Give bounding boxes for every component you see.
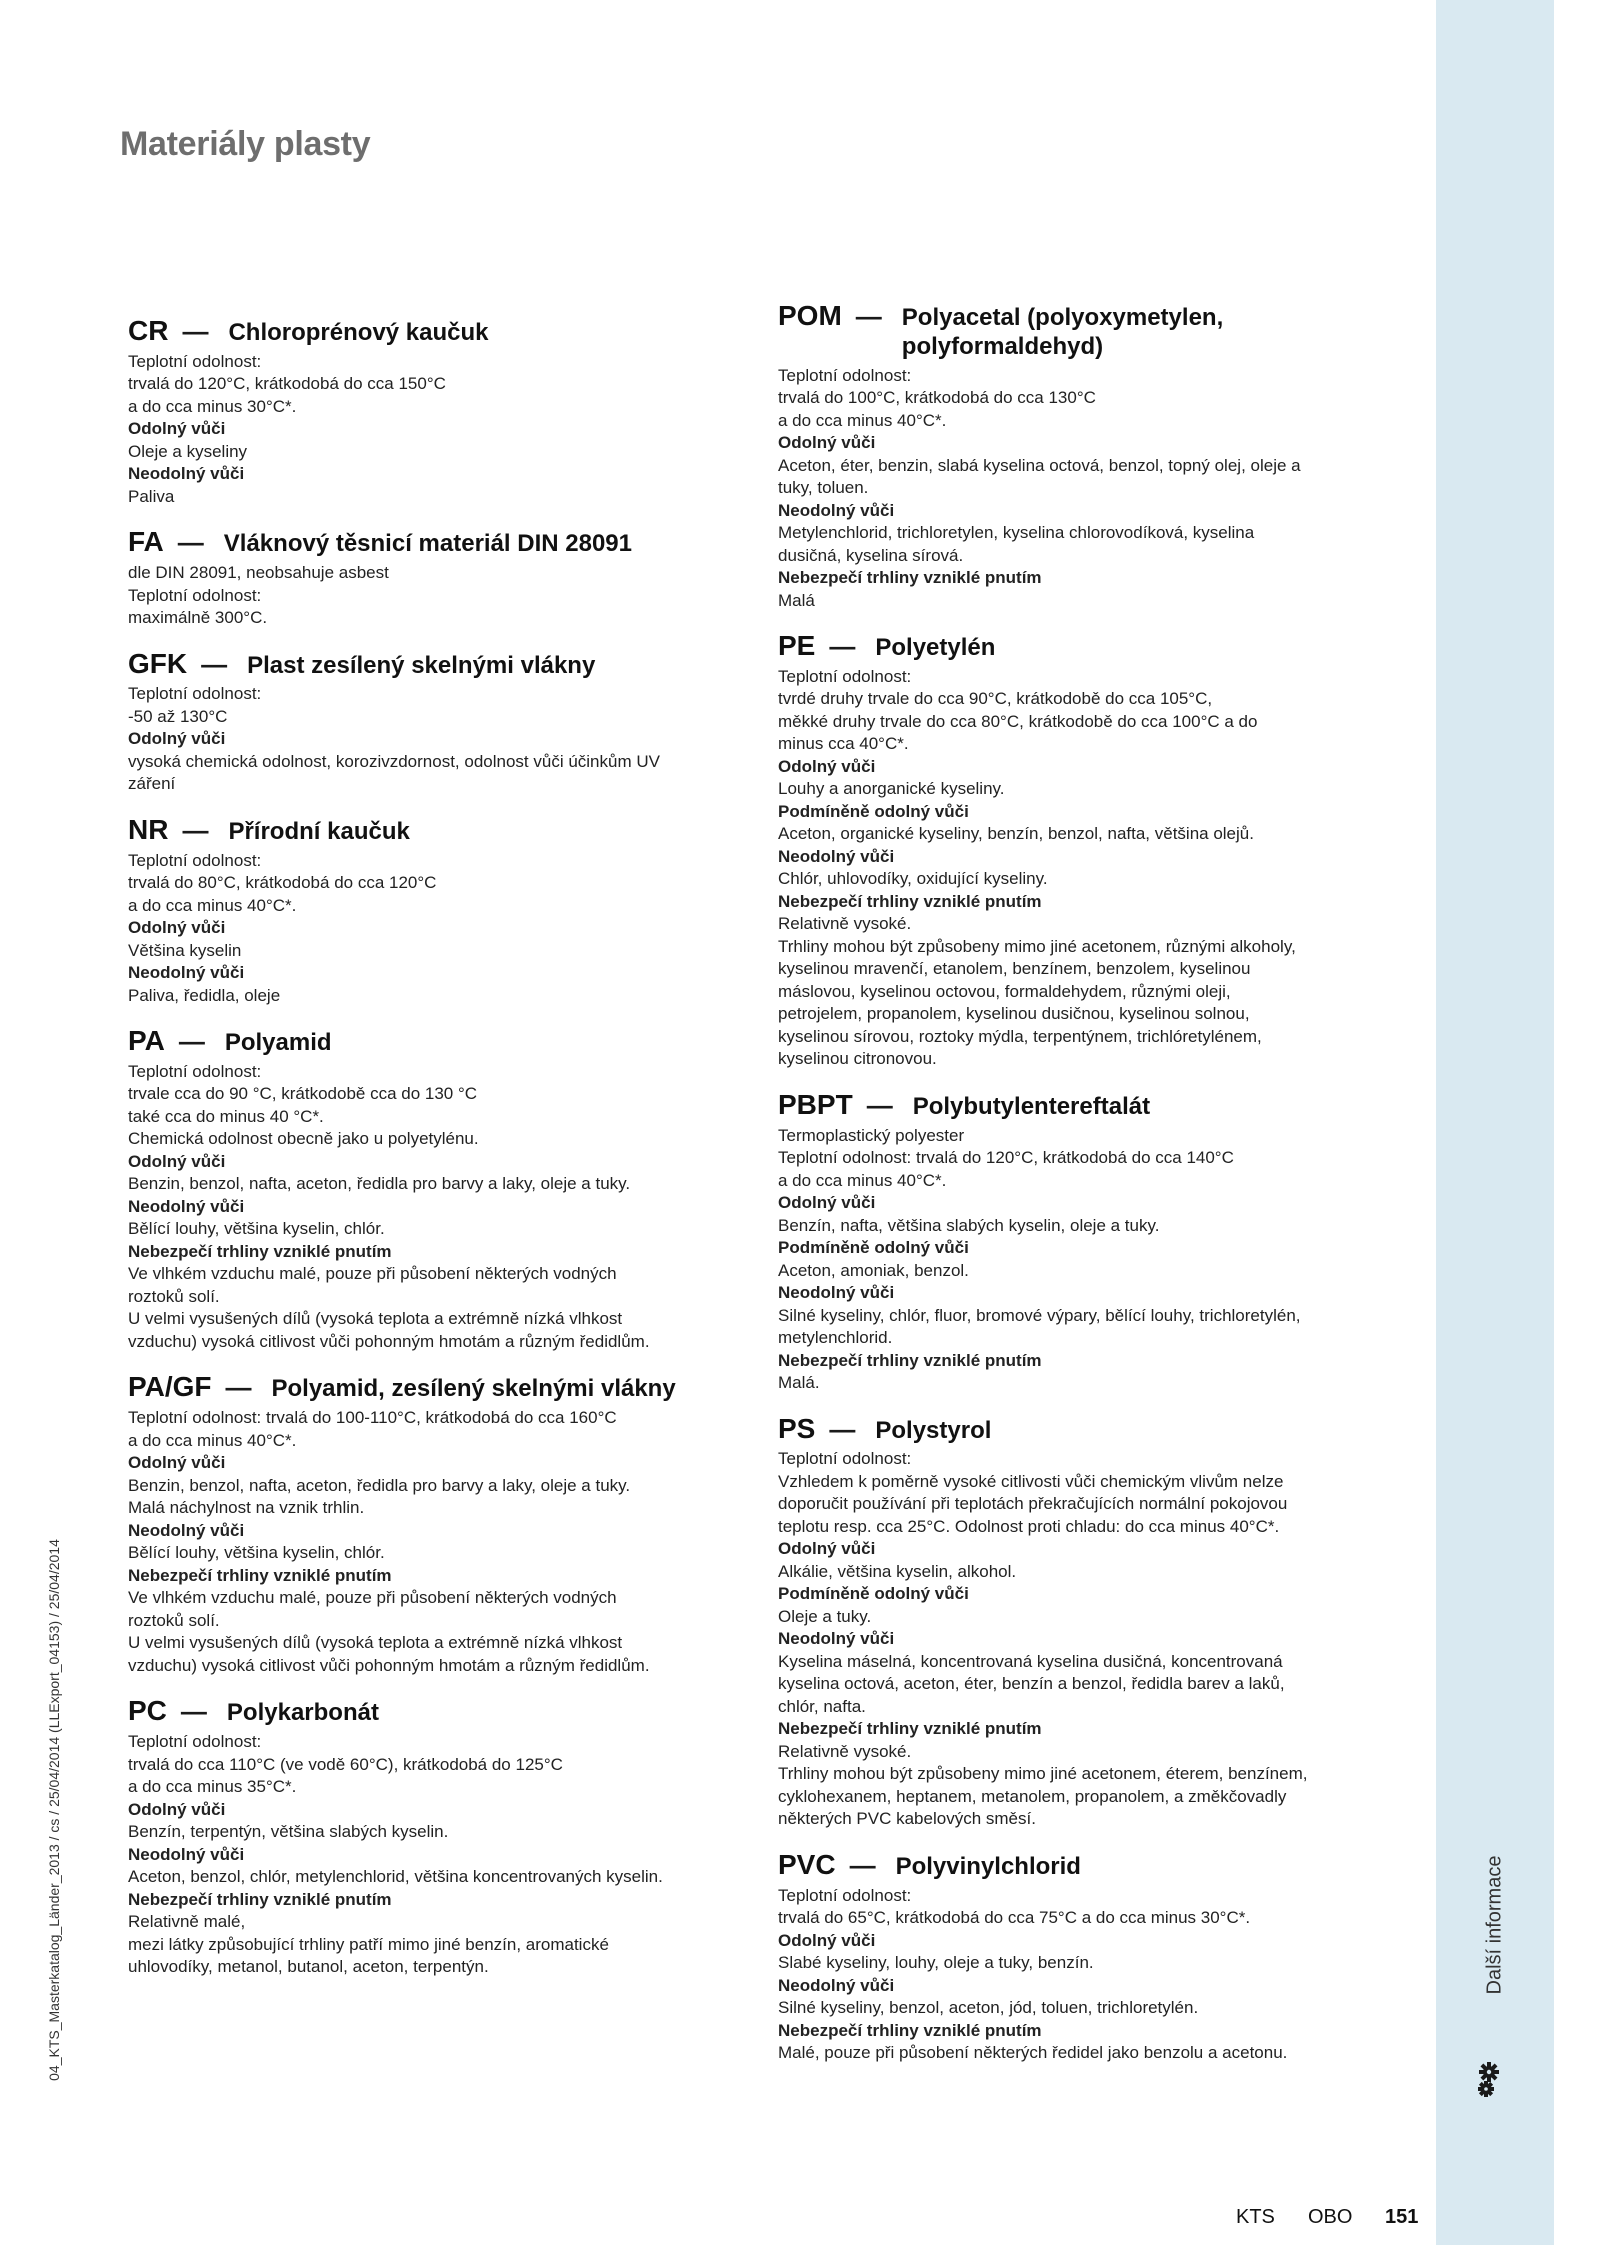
material-name: Plast zesílený skelnými vlákny	[247, 651, 596, 679]
property-text: petrojelem, propanolem, kyselinou dusičnou, kyselinou solnou,	[778, 1004, 1250, 1024]
property-label: Neodolný vůči	[778, 846, 895, 866]
property-label: Odolný vůči	[128, 918, 226, 938]
property-text: dusičná, kyselina sírová.	[778, 545, 964, 565]
material-abbreviation: POM	[778, 300, 842, 331]
property-label: Neodolný vůči	[128, 1844, 245, 1864]
material-name: Polykarbonát	[226, 1699, 379, 1727]
property-text: Slabé kyseliny, louhy, oleje a tuky, benzín.	[778, 1953, 1094, 1973]
material-name: Polyamid, zesílený skelnými vlákny	[271, 1375, 676, 1403]
property-text: Teplotní odolnost:	[128, 684, 262, 704]
property-text: a do cca minus 40°C*.	[778, 410, 947, 430]
material-entry	[128, 814, 768, 1007]
property-text: Louhy a anorganické kyseliny.	[778, 779, 1005, 799]
property-text: Oleje a tuky.	[778, 1606, 872, 1626]
property-text: Většina kyselin	[128, 940, 242, 960]
material-heading	[128, 814, 768, 847]
property-text: Relativně malé,	[128, 1912, 246, 1932]
material-heading	[778, 630, 1378, 663]
property-label: Podmíněně odolný vůči	[778, 801, 969, 821]
material-abbreviation: PVC	[778, 1848, 836, 1880]
property-text: Paliva	[128, 486, 175, 506]
property-text: Aceton, éter, benzin, slabá kyselina octová, benzol, topný olej, oleje a	[778, 455, 1301, 475]
property-text: minus cca 40°C*.	[778, 734, 909, 754]
property-text: trvale cca do 90 °C, krátkodobě cca do 130 °C	[128, 1084, 478, 1104]
material-name: Polyamid	[224, 1029, 332, 1057]
property-label: Odolný vůči	[128, 1453, 226, 1473]
property-text: U velmi vysušených dílů (vysoká teplota a extrémně nízká vlhkost	[128, 1633, 623, 1653]
property-text: Chlór, uhlovodíky, oxidující kyseliny.	[778, 869, 1048, 889]
material-name: Polyetylén	[875, 634, 996, 662]
page-title: Materiály plasty	[120, 125, 371, 163]
property-text: a do cca minus 30°C*.	[128, 396, 297, 416]
property-text: Vzhledem k poměrně vysoké citlivosti vůči chemickým vlivům nelze	[778, 1471, 1284, 1491]
property-label: Neodolný vůči	[778, 1975, 895, 1995]
material-heading	[128, 1025, 768, 1058]
material-name: Přírodní kaučuk	[228, 817, 410, 845]
property-text: kyselinou citronovou.	[778, 1049, 937, 1069]
property-text: Benzin, benzol, nafta, aceton, ředidla pro barvy a laky, oleje a tuky.	[128, 1475, 631, 1495]
material-heading	[778, 1413, 1378, 1446]
property-label: Neodolný vůči	[778, 1629, 895, 1649]
property-text: Malá.	[778, 1373, 820, 1393]
property-text: tuky, toluen.	[778, 478, 869, 498]
property-text: některých PVC kabelových směsí.	[778, 1809, 1036, 1829]
property-text: Silné kyseliny, chlór, fluor, bromové výpary, bělící louhy, trichloretylén,	[778, 1305, 1301, 1325]
heading-dash: —	[182, 316, 209, 346]
footer-brand-kts: KTS	[1236, 2206, 1275, 2228]
property-text: Aceton, amoniak, benzol.	[778, 1260, 969, 1280]
property-label: Odolný vůči	[778, 1193, 876, 1213]
property-text: Benzín, terpentýn, většina slabých kyselin.	[128, 1822, 449, 1842]
property-text: vzduchu) vysoká citlivost vůči pohonným hmotám a různým ředidlům.	[128, 1331, 650, 1351]
property-text: a do cca minus 40°C*.	[128, 1430, 297, 1450]
material-name: Vláknový těsnicí materiál DIN 28091	[223, 530, 632, 558]
material-entry	[778, 1413, 1378, 1831]
material-entry	[128, 648, 768, 796]
property-text: vzduchu) vysoká citlivost vůči pohonným hmotám a různým ředidlům.	[128, 1655, 650, 1675]
property-text: Silné kyseliny, benzol, aceton, jód, toluen, trichloretylén.	[778, 1998, 1199, 2018]
property-text: vysoká chemická odolnost, korozivzdornost, odolnost vůči účinkům UV	[128, 751, 660, 771]
property-text: Chemická odolnost obecně jako u polyetylénu.	[128, 1129, 479, 1149]
property-text: Termoplastický polyester	[778, 1125, 965, 1145]
heading-dash: —	[829, 631, 856, 662]
property-text: trvalá do 65°C, krátkodobá do cca 75°C a do cca minus 30°C*.	[778, 1908, 1251, 1928]
heading-dash: —	[178, 1026, 205, 1057]
material-entry	[778, 630, 1378, 1071]
property-label: Nebezpečí trhliny vzniklé pnutím	[778, 891, 1042, 911]
heading-dash: —	[855, 301, 882, 331]
property-text: máslovou, kyselinou octovou, formaldehydem, různými oleji,	[778, 981, 1231, 1001]
heading-dash: —	[177, 527, 204, 558]
material-heading	[128, 526, 768, 559]
property-label: Odolný vůči	[128, 419, 226, 439]
property-label: Podmíněně odolný vůči	[778, 1238, 969, 1258]
property-text: metylenchlorid.	[778, 1328, 893, 1348]
heading-dash: —	[849, 1849, 876, 1880]
material-abbreviation: PA/GF	[128, 1371, 212, 1403]
property-text: Kyselina máselná, koncentrovaná kyselina dusičná, koncentrovaná	[778, 1651, 1283, 1671]
material-entry	[128, 1371, 768, 1677]
property-text: trvalá do 120°C, krátkodobá do cca 150°C	[128, 374, 446, 394]
property-text: Teplotní odolnost:	[128, 1732, 262, 1752]
property-text: trvalá do 80°C, krátkodobá do cca 120°C	[128, 873, 437, 893]
property-text: Bělící louhy, většina kyselin, chlór.	[128, 1543, 385, 1563]
material-entry	[128, 315, 768, 508]
property-label: Odolný vůči	[778, 1930, 876, 1950]
property-text: Teplotní odolnost:	[778, 365, 912, 385]
material-entry	[128, 526, 768, 629]
property-text: Teplotní odolnost:	[778, 1449, 912, 1469]
material-name: Chloroprénový kaučuk	[228, 319, 489, 346]
property-text: Ve vlhkém vzduchu malé, pouze při působení některých vodných	[128, 1264, 617, 1284]
property-text: Teplotní odolnost: trvalá do 100-110°C, krátkodobá do cca 160°C	[128, 1408, 617, 1428]
material-entry	[778, 1849, 1378, 2065]
heading-dash: —	[180, 1696, 207, 1727]
property-label: Odolný vůči	[128, 1151, 226, 1171]
left-column	[128, 315, 768, 1997]
material-abbreviation: NR	[128, 813, 169, 845]
property-label: Neodolný vůči	[128, 464, 245, 484]
property-text: trvalá do 100°C, krátkodobá do cca 130°C	[778, 388, 1096, 408]
property-label: Nebezpečí trhliny vzniklé pnutím	[778, 1350, 1042, 1370]
property-text: Teplotní odolnost:	[128, 850, 262, 870]
right-column	[778, 300, 1378, 2083]
property-text: Trhliny mohou být způsobeny mimo jiné acetonem, různými alkoholy,	[778, 936, 1296, 956]
property-text: Malé, pouze při působení některých ředidel jako benzolu a acetonu.	[778, 2043, 1288, 2063]
property-label: Odolný vůči	[778, 433, 876, 453]
material-name: Polybutylentereftalát	[912, 1092, 1151, 1120]
property-text: kyselinou sírovou, roztoky mýdla, terpentýnem, trichlóretylénem,	[778, 1026, 1262, 1046]
heading-dash: —	[866, 1089, 893, 1120]
material-heading	[778, 1849, 1378, 1882]
property-text: uhlovodíky, metanol, butanol, aceton, terpentýn.	[128, 1957, 489, 1977]
property-text: a do cca minus 35°C*.	[128, 1777, 297, 1797]
heading-dash: —	[201, 648, 228, 679]
material-heading	[778, 1089, 1378, 1122]
material-abbreviation: CR	[128, 315, 169, 346]
property-text: Teplotní odolnost: trvalá do 120°C, krátkodobá do cca 140°C	[778, 1148, 1234, 1168]
material-heading	[128, 315, 768, 348]
material-abbreviation: PA	[128, 1025, 165, 1057]
footer-brand-obo: OBO	[1308, 2206, 1353, 2228]
property-text: tvrdé druhy trvale do cca 90°C, krátkodobě do cca 105°C,	[778, 689, 1213, 709]
property-text: Bělící louhy, většina kyselin, chlór.	[128, 1219, 385, 1239]
property-text: cyklohexanem, heptanem, metanolem, propanolem, a změkčovadly	[778, 1786, 1287, 1806]
material-abbreviation: PC	[128, 1695, 167, 1727]
property-label: Nebezpečí trhliny vzniklé pnutím	[778, 2020, 1042, 2040]
property-text: Ve vlhkém vzduchu malé, pouze při působení některých vodných	[128, 1588, 617, 1608]
property-text: Malá	[778, 590, 815, 610]
material-heading	[128, 1695, 768, 1728]
property-text: Teplotní odolnost:	[128, 1061, 262, 1081]
material-entry	[128, 1025, 768, 1353]
property-text: Teplotní odolnost:	[778, 666, 912, 686]
property-label: Nebezpečí trhliny vzniklé pnutím	[778, 1719, 1042, 1739]
property-text: Alkálie, většina kyselin, alkohol.	[778, 1561, 1017, 1581]
property-text: Relativně vysoké.	[778, 1741, 912, 1761]
material-name: Polystyrol	[875, 1416, 992, 1444]
property-text: chlór, nafta.	[778, 1696, 866, 1716]
heading-dash: —	[182, 814, 209, 845]
property-label: Nebezpečí trhliny vzniklé pnutím	[128, 1565, 392, 1585]
property-text: -50 až 130°C	[128, 706, 228, 726]
material-abbreviation: PE	[778, 630, 816, 662]
page-number: 151	[1385, 2206, 1419, 2228]
property-text: Teplotní odolnost:	[128, 351, 262, 371]
property-text: roztoků solí.	[128, 1610, 220, 1630]
property-text: kyselina octová, aceton, éter, benzín a benzol, ředidla barev a laků,	[778, 1674, 1285, 1694]
material-abbreviation: PBPT	[778, 1088, 853, 1120]
property-text: U velmi vysušených dílů (vysoká teplota a extrémně nízká vlhkost	[128, 1309, 623, 1329]
property-label: Nebezpečí trhliny vzniklé pnutím	[128, 1889, 392, 1909]
sidebar-label[interactable]	[1475, 1845, 1515, 2005]
property-text: Benzin, benzol, nafta, aceton, ředidla pro barvy a laky, oleje a tuky.	[128, 1174, 631, 1194]
property-text: trvalá do cca 110°C (ve vodě 60°C), krátkodobá do 125°C	[128, 1754, 563, 1774]
property-label: Odolný vůči	[778, 756, 876, 776]
property-text: a do cca minus 40°C*.	[778, 1170, 947, 1190]
property-text: záření	[128, 774, 176, 794]
material-abbreviation: FA	[128, 526, 164, 558]
property-label: Odolný vůči	[128, 729, 226, 749]
property-text: Teplotní odolnost:	[128, 585, 262, 605]
property-text: Trhliny mohou být způsobeny mimo jiné acetonem, éterem, benzínem,	[778, 1764, 1308, 1784]
property-text: teplotu resp. cca 25°C. Odolnost proti chladu: do cca minus 40°C*.	[778, 1516, 1280, 1536]
property-label: Odolný vůči	[128, 1799, 226, 1819]
property-text: kyselinou mravenčí, etanolem, benzínem, benzolem, kyselinou	[778, 959, 1251, 979]
heading-dash: —	[829, 1413, 856, 1444]
material-heading	[128, 1371, 768, 1404]
property-text: Benzín, nafta, většina slabých kyselin, oleje a tuky.	[778, 1215, 1160, 1235]
property-label: Neodolný vůči	[128, 1196, 245, 1216]
material-entry	[778, 1089, 1378, 1395]
property-label: Nebezpečí trhliny vzniklé pnutím	[778, 568, 1042, 588]
property-label: Nebezpečí trhliny vzniklé pnutím	[128, 1241, 392, 1261]
heading-dash: —	[225, 1372, 252, 1403]
property-text: Paliva, ředidla, oleje	[128, 985, 281, 1005]
material-abbreviation: GFK	[128, 647, 188, 679]
sidebar-label-text: Další informace	[1483, 1855, 1506, 1995]
property-text: Teplotní odolnost:	[778, 1885, 912, 1905]
document-meta	[42, 1520, 66, 2100]
property-label: Odolný vůči	[778, 1539, 876, 1559]
gear-icon	[1474, 2060, 1504, 2100]
property-text: měkké druhy trvale do cca 80°C, krátkodobě do cca 100°C a do	[778, 711, 1258, 731]
material-name: Polyacetal (polyoxymetylen, polyformaldehyd)	[901, 304, 1224, 360]
property-label: Neodolný vůči	[778, 500, 895, 520]
property-text: dle DIN 28091, neobsahuje asbest	[128, 563, 389, 583]
property-text: maximálně 300°C.	[128, 608, 268, 628]
property-text: Relativně vysoké.	[778, 914, 912, 934]
material-entry	[778, 300, 1378, 612]
property-text: roztoků solí.	[128, 1286, 220, 1306]
property-label: Neodolný vůči	[778, 1283, 895, 1303]
material-abbreviation: PS	[778, 1412, 816, 1444]
document-meta-text: 04_KTS_Masterkatalog_Länder_2013 / cs / 25/04/2014 (LLExport_04153) / 25/04/2014	[46, 1539, 62, 2081]
property-label: Neodolný vůči	[128, 1520, 245, 1540]
property-label: Neodolný vůči	[128, 963, 245, 983]
property-text: mezi látky způsobující trhliny patří mimo jiné benzín, aromatické	[128, 1934, 609, 1954]
property-text: a do cca minus 40°C*.	[128, 895, 297, 915]
property-text: Malá náchylnost na vznik trhlin.	[128, 1498, 365, 1518]
property-text: Oleje a kyseliny	[128, 441, 248, 461]
property-text: Aceton, organické kyseliny, benzín, benzol, nafta, většina olejů.	[778, 824, 1254, 844]
material-heading	[778, 300, 1378, 362]
property-text: Aceton, benzol, chlór, metylenchlorid, většina koncentrovaných kyselin.	[128, 1867, 663, 1887]
property-text: Metylenchlorid, trichloretylen, kyselina chlorovodíková, kyselina	[778, 523, 1255, 543]
property-text: také cca do minus 40 °C*.	[128, 1106, 324, 1126]
property-text: doporučit používání při teplotách překračujících normální pokojovou	[778, 1494, 1288, 1514]
material-entry	[128, 1695, 768, 1978]
material-name: Polyvinylchlorid	[895, 1852, 1081, 1880]
material-heading	[128, 648, 768, 681]
property-label: Podmíněně odolný vůči	[778, 1584, 969, 1604]
